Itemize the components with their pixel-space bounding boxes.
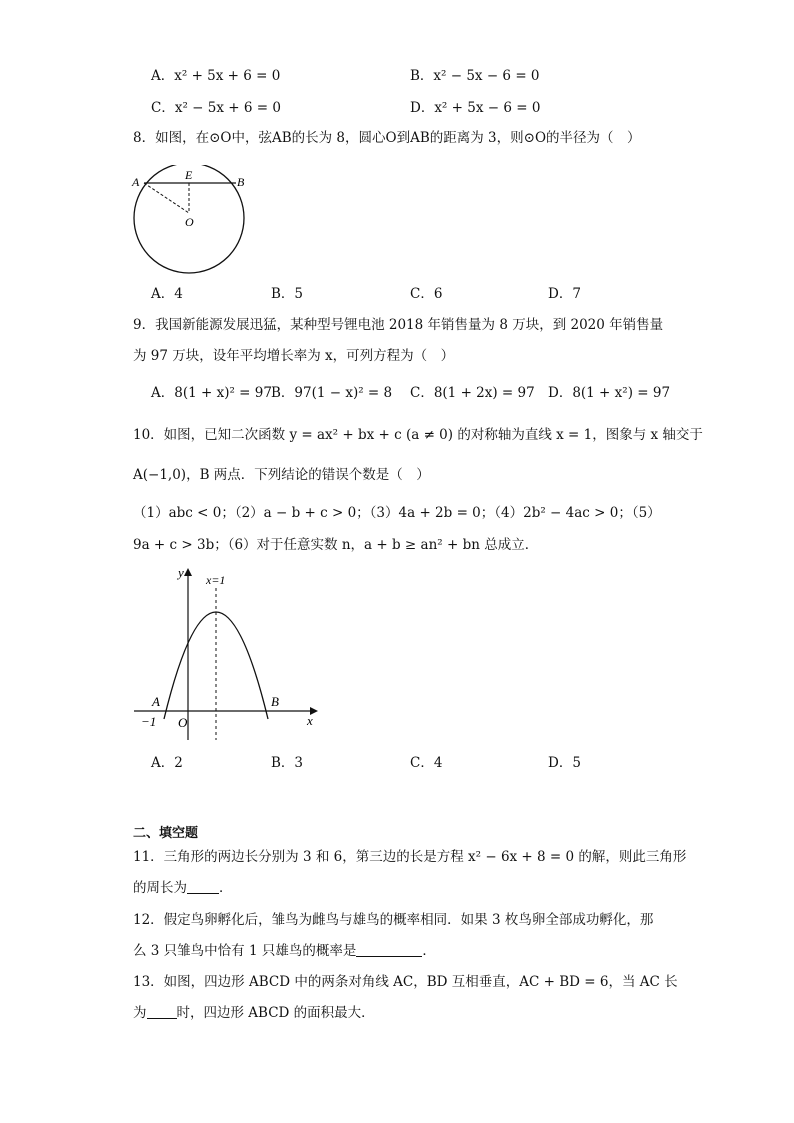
q10-label-axis: x=1 bbox=[206, 573, 226, 587]
q10-line1: 10．如图，已知二次函数 y = ax² + bx + c (a ≠ 0) 的对称轴为直线 x = 1，图象与 x 轴交于 bbox=[133, 427, 703, 443]
q13-line2-text: 为 bbox=[133, 1005, 147, 1021]
q9-option-c: C．8(1 + 2x) = 97 bbox=[410, 385, 535, 401]
q9-option-b: B．97(1 − x)² = 8 bbox=[271, 385, 393, 401]
q10-label-a: A bbox=[152, 694, 160, 709]
q7-option-d: D．x² + 5x − 6 = 0 bbox=[410, 100, 541, 116]
q11-line2-end: ． bbox=[219, 880, 233, 896]
q8-label-e: E bbox=[185, 168, 193, 182]
q10-option-d: D．5 bbox=[548, 755, 581, 771]
q10-option-b: B．3 bbox=[271, 755, 304, 771]
q10-option-c: C．4 bbox=[410, 755, 443, 771]
q10-option-a: A．2 bbox=[151, 755, 183, 771]
q12-line1: 12．假定鸟卵孵化后，雏鸟为雌鸟与雄鸟的概率相同．如果 3 枚鸟卵全部成功孵化，那 bbox=[133, 912, 654, 928]
q10-line4: 9a + c > 3b；（6）对于任意实数 n，a + b ≥ an² + bn 总成立． bbox=[133, 537, 539, 553]
q13-line2 bbox=[133, 1003, 375, 1023]
q8-option-d: D．7 bbox=[548, 286, 581, 302]
q10-label-x: x bbox=[307, 713, 313, 728]
q12-line2-end: ． bbox=[422, 943, 436, 959]
q8-label-o: O bbox=[185, 215, 194, 229]
q9-line1: 9．我国新能源发展迅猛，某种型号锂电池 2018 年销售量为 8 万块，到 2020 年销售量 bbox=[133, 317, 664, 333]
q8-option-a: A．4 bbox=[151, 286, 183, 302]
section-title-fill-in: 二、填空题 bbox=[133, 826, 199, 841]
q10-line3: （1）abc < 0；（2）a − b + c > 0；（3）4a + 2b = 0；（4）2b² − 4ac > 0；（5） bbox=[133, 505, 661, 521]
q7-option-b: B．x² − 5x − 6 = 0 bbox=[410, 68, 540, 84]
q11-line1: 11．三角形的两边长分别为 3 和 6，第三边的长是方程 x² − 6x + 8 = 0 的解，则此三角形 bbox=[133, 849, 687, 865]
q11-line2 bbox=[133, 878, 233, 898]
q10-line2: A(−1,0)，B 两点．下列结论的错误个数是（ ） bbox=[133, 467, 430, 483]
q8-circle-figure bbox=[128, 165, 253, 277]
q12-answer-blank[interactable] bbox=[356, 942, 422, 957]
q9-line2: 为 97 万块，设年平均增长率为 x，可列方程为（ ） bbox=[133, 348, 455, 364]
q12-line2-text: 么 3 只雏鸟中恰有 1 只雄鸟的概率是 bbox=[133, 943, 357, 959]
q9-option-a: A．8(1 + x)² = 97 bbox=[151, 385, 272, 401]
q7-option-a: A．x² + 5x + 6 = 0 bbox=[151, 68, 281, 84]
q10-label-neg1: −1 bbox=[141, 714, 157, 729]
q10-label-o: O bbox=[178, 715, 188, 730]
q13-answer-blank[interactable] bbox=[147, 1004, 177, 1019]
q12-line2 bbox=[133, 941, 436, 961]
q10-label-y: y bbox=[178, 565, 184, 580]
q13-line2-end: 时，四边形 ABCD 的面积最大． bbox=[176, 1005, 375, 1021]
q8-label-b: B bbox=[237, 175, 245, 189]
q8-text: 8．如图，在⊙O中，弦AB的长为 8，圆心O到AB的距离为 3，则⊙O的半径为（ ） bbox=[133, 130, 641, 146]
q8-option-b: B．5 bbox=[271, 286, 304, 302]
q10-parabola-figure bbox=[128, 560, 328, 745]
q8-label-a: A bbox=[132, 175, 140, 189]
q10-label-b: B bbox=[271, 694, 279, 709]
q7-option-c: C．x² − 5x + 6 = 0 bbox=[151, 100, 281, 116]
q8-option-c: C．6 bbox=[410, 286, 443, 302]
q9-option-d: D．8(1 + x²) = 97 bbox=[548, 385, 671, 401]
q11-line2-text: 的周长为 bbox=[133, 880, 187, 896]
q13-line1: 13．如图，四边形 ABCD 中的两条对角线 AC，BD 互相垂直，AC + BD = 6，当 AC 长 bbox=[133, 974, 678, 990]
q11-answer-blank[interactable] bbox=[187, 879, 219, 894]
